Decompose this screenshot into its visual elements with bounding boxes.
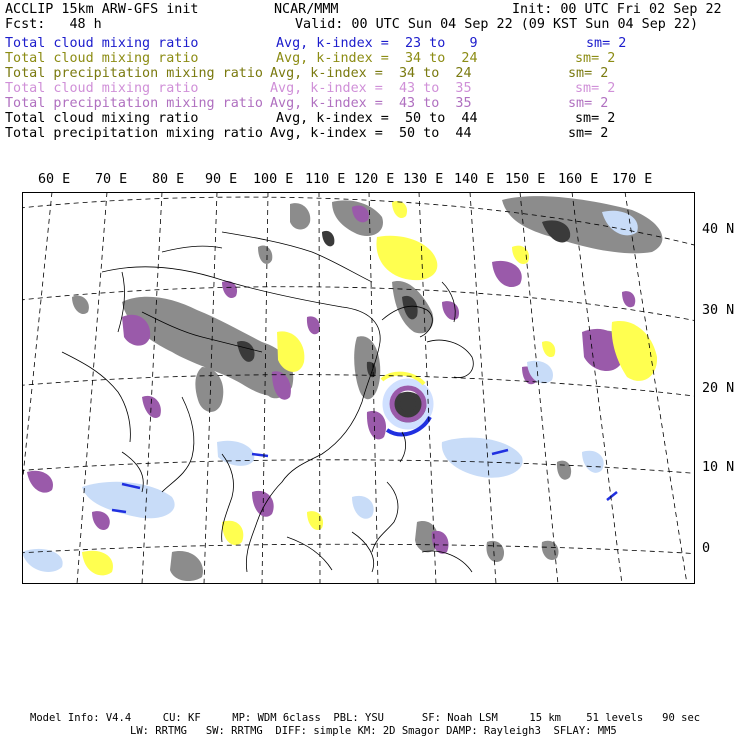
forecast-map bbox=[22, 192, 695, 584]
legend-avg-3: Avg, k-index = 34 to 24 bbox=[270, 66, 472, 81]
legend-name-2: Total cloud mixing ratio bbox=[5, 51, 199, 66]
model-info-line-2: LW: RRTMG SW: RRTMG DIFF: simple KM: 2D Smagor DAMP: Rayleigh3 SFLAY: MM5 bbox=[130, 725, 617, 737]
typhoon-spiral bbox=[382, 374, 430, 435]
legend-name-7: Total precipitation mixing ratio bbox=[5, 126, 263, 141]
map-frame bbox=[23, 193, 695, 584]
legend-avg-6: Avg, k-index = 50 to 44 bbox=[276, 111, 478, 126]
lon-label-120e: 120 E bbox=[354, 172, 395, 187]
center-name: NCAR/MMM bbox=[274, 2, 339, 17]
legend-sm-4: sm= 2 bbox=[575, 81, 616, 96]
lat-label-0: 0 bbox=[702, 541, 711, 556]
lon-label-130e: 130 E bbox=[403, 172, 444, 187]
legend-name-4: Total cloud mixing ratio bbox=[5, 81, 199, 96]
init-time: Init: 00 UTC Fri 02 Sep 22 bbox=[512, 2, 722, 17]
lon-label-60e: 60 E bbox=[38, 172, 71, 187]
lat-label-20n: 20 N bbox=[702, 381, 735, 396]
lon-label-90e: 90 E bbox=[205, 172, 238, 187]
forecast-hour: Fcst: 48 h bbox=[5, 17, 102, 32]
legend-avg-1: Avg, k-index = 23 to 9 bbox=[276, 36, 478, 51]
lat-label-30n: 30 N bbox=[702, 303, 735, 318]
lon-label-150e: 150 E bbox=[505, 172, 546, 187]
gray-cloud-field bbox=[72, 196, 662, 581]
valid-time: Valid: 00 UTC Sun 04 Sep 22 (09 KST Sun 04 Sep 22) bbox=[295, 17, 699, 32]
legend-avg-5: Avg, k-index = 43 to 35 bbox=[270, 96, 472, 111]
lon-label-140e: 140 E bbox=[454, 172, 495, 187]
lon-label-110e: 110 E bbox=[305, 172, 346, 187]
lon-label-80e: 80 E bbox=[152, 172, 185, 187]
lon-label-170e: 170 E bbox=[612, 172, 653, 187]
legend-name-1: Total cloud mixing ratio bbox=[5, 36, 199, 51]
legend-avg-2: Avg, k-index = 34 to 24 bbox=[276, 51, 478, 66]
legend-name-3: Total precipitation mixing ratio bbox=[5, 66, 263, 81]
lat-label-40n: 40 N bbox=[702, 222, 735, 237]
legend-sm-2: sm= 2 bbox=[575, 51, 616, 66]
legend-sm-6: sm= 2 bbox=[575, 111, 616, 126]
product-title: ACCLIP 15km ARW-GFS init bbox=[5, 2, 199, 17]
legend-avg-7: Avg, k-index = 50 to 44 bbox=[270, 126, 472, 141]
legend-sm-3: sm= 2 bbox=[568, 66, 609, 81]
legend-sm-5: sm= 2 bbox=[568, 96, 609, 111]
lon-label-100e: 100 E bbox=[253, 172, 294, 187]
lightblue-cloud-field bbox=[22, 211, 638, 572]
legend-sm-1: sm= 2 bbox=[586, 36, 627, 51]
lon-label-70e: 70 E bbox=[95, 172, 128, 187]
legend-avg-4: Avg, k-index = 43 to 35 bbox=[270, 81, 472, 96]
lon-label-160e: 160 E bbox=[558, 172, 599, 187]
lat-label-10n: 10 N bbox=[702, 460, 735, 475]
legend-name-6: Total cloud mixing ratio bbox=[5, 111, 199, 126]
legend-sm-7: sm= 2 bbox=[568, 126, 609, 141]
model-info-line-1: Model Info: V4.4 CU: KF MP: WDM 6class PBL: YSU SF: Noah LSM 15 km 51 levels 90 sec bbox=[30, 712, 701, 724]
graticule bbox=[22, 192, 695, 584]
legend-name-5: Total precipitation mixing ratio bbox=[5, 96, 263, 111]
